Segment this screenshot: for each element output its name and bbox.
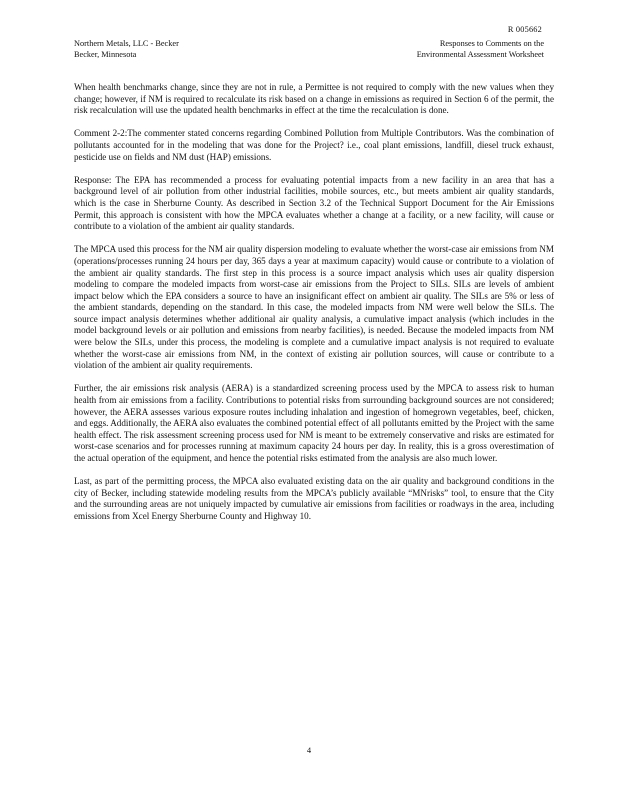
document-body [74,82,554,534]
company-name: Northern Metals, LLC - Becker [74,39,179,48]
document-title-line-1: Responses to Comments on the [439,39,544,48]
paragraph-comment-2-2: Comment 2-2:The commenter stated concerns regarding Combined Pollution from Multiple Contributors. Was the combination of pollutants accounted for in the modeling that was done for the Project? i.e., coal plant emissions, landfill, diesel truck exhaust, pesticide use on fields and NM dust (HAP) emissions. [74,128,554,162]
header-left [74,39,179,60]
paragraph-health-benchmarks: When health benchmarks change, since they are not in rule, a Permittee is not required to comply with the new values when they change; however, if NM is required to recalculate its risk based on a change in emissions as required in Section 6 of the permit, the risk recalculation will use the updated health benchmarks in effect at the time the recalculation is done. [74,82,554,116]
document-title-line-2: Environmental Assessment Worksheet [416,49,544,59]
page-number: 4 [306,745,312,755]
paragraph-dispersion-modeling: The MPCA used this process for the NM air quality dispersion modeling to evaluate whether the worst-case air emissions from NM (operations/processes running 24 hours per day, 365 days a year at maximum capacity) would cause or contribute to a violation of the ambient air quality standards. The first step in this process is a source impact analysis which uses air quality dispersion modeling to compare the modeled impacts from worst-case air emissions from the Project to SILs. SILs are levels of ambient impact below which the EPA considers a source to have an insignificant effect on ambient air quality. The SILs are 5% or less of the ambient standards, depending on the standard. In this case, the modeled impacts from NM were well below the SILs. The source impact analysis determines whether additional air quality analysis, a cumulative impact analysis (which includes in the model background levels or air pollution and emissions from nearby facilities), is needed. Because the modeled impacts from NM were below the SILs, under this process, the modeling is complete and a cumulative impact analysis is not required to evaluate whether the worst-case air emissions from NM, in the context of existing air pollution sources, will cause or contribute to a violation of the ambient air quality requirements. [74,244,554,371]
paragraph-permitting-process: Last, as part of the permitting process, the MPCA also evaluated existing data on the air quality and background conditions in the city of Becker, including statewide modeling results from the MPCA’s publicly available “MNrisks” tool, to ensure that the City and the surrounding areas are not uniquely impacted by cumulative air emissions from facilities or roadways in the area, including emissions from Xcel Energy Sherburne County and Highway 10. [74,476,554,521]
header-right [417,39,544,60]
paragraph-response: Response: The EPA has recommended a process for evaluating potential impacts from a new facility in an area that has a background level of air pollution from other industrial facilities, mobile sources, etc., but meets ambient air quality standards, which is the case in Sherburne County. As described in Section 3.2 of the Technical Support Document for the Air Emissions Permit, this approach is consistent with how the MPCA evaluates whether a change at a facility, or a new facility, will cause or contribute to a violation of the ambient air quality standards. [74,174,554,232]
company-location: Becker, Minnesota [74,49,137,59]
document-id: R 005662 [507,25,542,34]
paragraph-aera: Further, the air emissions risk analysis (AERA) is a standardized screening process used by the MPCA to assess risk to human health from air emissions from a facility. Contributions to potential risks from surrounding background sources are not considered; however, the AERA assesses various exposure routes including inhalation and ingestion of homegrown vegetables, beef, chicken, and eggs. Additionally, the AERA also evaluates the combined potential effect of all pollutants emitted by the Project with the same health effect. The risk assessment screening process used for NM is meant to be extremely conservative and risks are estimated for worst-case scenarios and for processes running at maximum capacity 24 hours per day. In reality, this is a gross overestimation of the actual operation of the equipment, and hence the potential risks estimated from the analysis are also much lower. [74,383,554,463]
